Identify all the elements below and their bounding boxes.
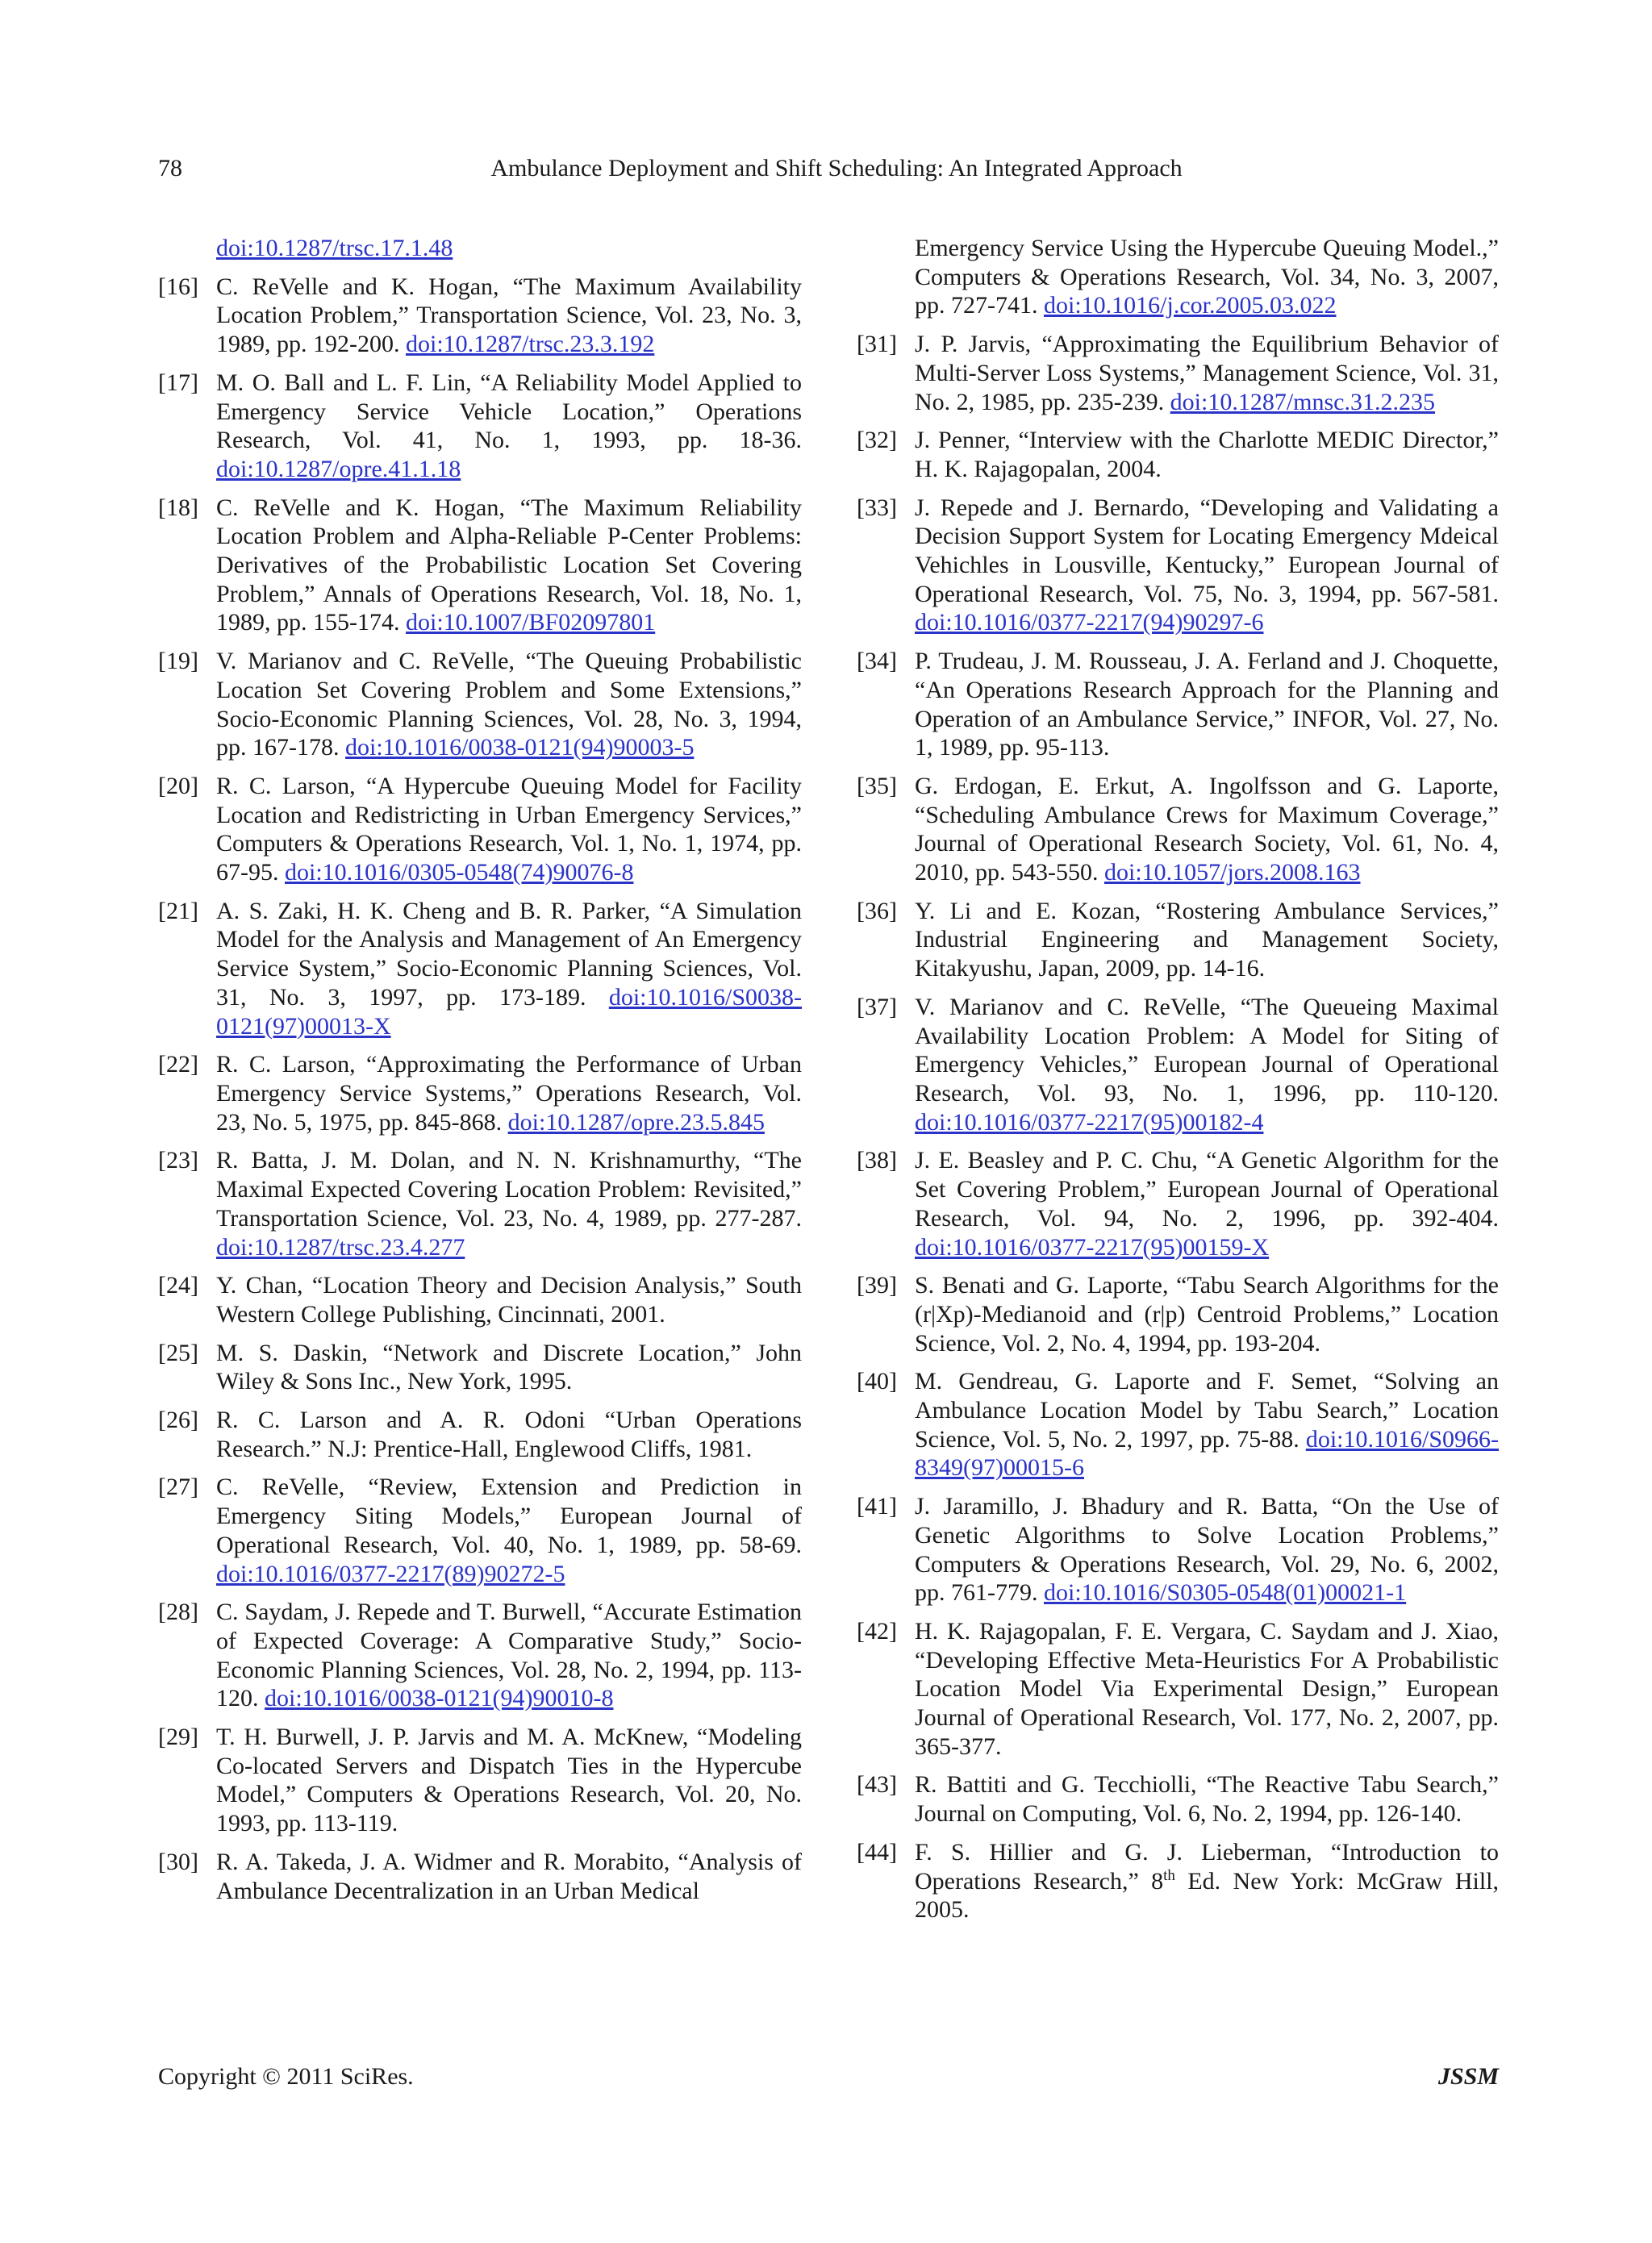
reference-text: P. Trudeau, J. M. Rousseau, J. A. Ferland and J. Choquette, “An Operations Research Approach for the Planning and Operation of an Ambulance Service,” INFOR, Vol. 27, No. 1, 1989, pp. 95-113.	[915, 648, 1499, 761]
reference-text: Emergency Service Using the Hypercube Queuing Model.,” Computers & Operations Research, Vol. 34, No. 3, 2007, pp. 727-741.	[915, 235, 1499, 319]
reference-text: F. S. Hillier and G. J. Lieberman, “Introduction to Operations Research,” 8	[915, 1838, 1499, 1895]
reference-item	[158, 1406, 802, 1463]
reference-number: [17]	[158, 369, 198, 396]
reference-number: [16]	[158, 273, 198, 300]
doi-link[interactable]: doi:10.1016/0377-2217(89)90272-5	[216, 1560, 565, 1587]
reference-item	[857, 330, 1499, 416]
reference-number: [44]	[857, 1838, 897, 1866]
running-title: Ambulance Deployment and Shift Scheduling: An Integrated Approach	[490, 155, 1183, 181]
reference-item	[158, 1598, 802, 1713]
reference-text: M. O. Ball and L. F. Lin, “A Reliability Model Applied to Emergency Service Vehicle Location,” Operations Research, Vol. 41, No. 1, 1993, pp. 18-36.	[216, 369, 802, 454]
doi-link[interactable]: doi:10.1287/opre.41.1.18	[216, 455, 461, 482]
reference-number: [22]	[158, 1051, 198, 1078]
reference-text: H. K. Rajagopalan, F. E. Vergara, C. Saydam and J. Xiao, “Developing Effective Meta-Heuristics For A Probabilistic Location Model Via Experimental Design,” European Journal of Operational Research, Vol. 177, No. 2, 2007, pp. 365-377.	[915, 1617, 1499, 1760]
reference-item	[857, 772, 1499, 887]
reference-continuation	[158, 234, 802, 263]
reference-text: V. Marianov and C. ReVelle, “The Queuing Probabilistic Location Set Covering Problem and Some Extensions,” Socio-Economic Planning Sciences, Vol. 28, No. 3, 1994, pp. 167-178.	[216, 648, 802, 761]
reference-number: [36]	[857, 897, 897, 924]
doi-link[interactable]: doi:10.1287/trsc.23.4.277	[216, 1233, 465, 1261]
copyright-notice: Copyright © 2011 SciRes.	[158, 2063, 414, 2090]
doi-link[interactable]: doi:10.1016/0377-2217(95)00159-X	[915, 1233, 1270, 1261]
doi-link[interactable]: doi:10.1016/S0966-8349(97)00015-6	[915, 1425, 1500, 1482]
reference-number: [31]	[857, 331, 897, 358]
doi-link[interactable]: doi:10.1016/j.cor.2005.03.022	[1044, 292, 1337, 319]
references-left-column	[158, 234, 802, 1915]
reference-text: Y. Chan, “Location Theory and Decision Analysis,” South Western College Publishing, Cincinnati, 2001.	[216, 1272, 802, 1328]
reference-text: R. Batta, J. M. Dolan, and N. N. Krishnamurthy, “The Maximal Expected Covering Location Problem: Revisited,” Transportation Science, Vol. 23, No. 4, 1989, pp. 277-287.	[216, 1147, 802, 1232]
reference-item	[158, 1271, 802, 1328]
reference-item	[158, 1050, 802, 1136]
reference-item	[857, 1770, 1499, 1828]
reference-text: T. H. Burwell, J. P. Jarvis and M. A. McKnew, “Modeling Co-located Servers and Dispatch Ties in the Hypercube Model,” Computers & Operations Research, Vol. 20, No. 1993, pp. 113-119.	[216, 1724, 802, 1837]
reference-number: [33]	[857, 494, 897, 521]
reference-number: [26]	[158, 1407, 198, 1434]
reference-text: J. Penner, “Interview with the Charlotte MEDIC Director,” H. K. Rajagopalan, 2004.	[915, 427, 1499, 482]
reference-number: [35]	[857, 772, 897, 799]
reference-text: J. Jaramillo, J. Bhadury and R. Batta, “On the Use of Genetic Algorithms to Solve Location Problems,” Computers & Operations Research, Vol. 29, No. 6, 2002, pp. 761-779.	[915, 1493, 1499, 1607]
reference-text: R. A. Takeda, J. A. Widmer and R. Morabito, “Analysis of Ambulance Decentralization in an Urban Medical	[216, 1848, 802, 1904]
reference-item	[158, 1146, 802, 1261]
reference-item	[857, 1146, 1499, 1261]
page-header	[158, 155, 1499, 190]
reference-item	[158, 897, 802, 1041]
reference-number: [42]	[857, 1617, 897, 1645]
reference-list-left	[158, 273, 802, 1906]
reference-item	[857, 897, 1499, 983]
reference-item	[857, 494, 1499, 638]
reference-text: R. C. Larson and A. R. Odoni “Urban Operations Research.” N.J: Prentice-Hall, Englewood Cliffs, 1981.	[216, 1407, 802, 1462]
doi-link[interactable]: doi:10.1016/0377-2217(94)90297-6	[915, 609, 1264, 636]
reference-item	[158, 369, 802, 484]
superscript: th	[1163, 1866, 1175, 1884]
reference-text: C. Saydam, J. Repede and T. Burwell, “Accurate Estimation of Expected Coverage: A Comparative Study,” Socio-Economic Planning Sciences, Vol. 28, No. 2, 1994, pp. 113-120.	[216, 1599, 802, 1712]
reference-number: [19]	[158, 648, 198, 675]
reference-item	[158, 647, 802, 762]
doi-link[interactable]: doi:10.1057/jors.2008.163	[1104, 859, 1361, 886]
doi-link[interactable]: doi:10.1007/BF02097801	[406, 609, 656, 636]
reference-number: [32]	[857, 427, 897, 454]
doi-link[interactable]: doi:10.1287/trsc.23.3.192	[406, 331, 655, 358]
doi-link[interactable]: doi:10.1287/mnsc.31.2.235	[1170, 388, 1435, 415]
references-right-column	[857, 234, 1499, 1934]
doi-link[interactable]: doi:10.1287/trsc.17.1.48	[216, 235, 453, 261]
doi-link[interactable]: doi:10.1016/0038-0121(94)90003-5	[345, 734, 695, 761]
reference-text: Y. Li and E. Kozan, “Rostering Ambulance Services,” Industrial Engineering and Management Society, Kitakyushu, Japan, 2009, pp. 14-16.	[915, 897, 1499, 982]
reference-text: R. C. Larson, “Approximating the Performance of Urban Emergency Service Systems,” Operations Research, Vol. 23, No. 5, 1975, pp. 845-868.	[216, 1051, 802, 1136]
reference-number: [24]	[158, 1272, 198, 1299]
reference-number: [39]	[857, 1272, 897, 1299]
doi-link[interactable]: doi:10.1016/0377-2217(95)00182-4	[915, 1108, 1264, 1136]
reference-item	[158, 1848, 802, 1905]
doi-link[interactable]: doi:10.1016/0305-0548(74)90076-8	[285, 859, 634, 886]
reference-text-tail: Ed. New York: McGraw Hill, 2005.	[915, 1867, 1499, 1924]
reference-item	[158, 494, 802, 638]
reference-text: G. Erdogan, E. Erkut, A. Ingolfsson and G. Laporte, “Scheduling Ambulance Crews for Maximum Coverage,” Journal of Operational Research Society, Vol. 61, No. 4, 2010, pp. 543-550.	[915, 772, 1499, 886]
reference-item	[857, 1492, 1499, 1607]
reference-text: J. Repede and J. Bernardo, “Developing and Validating a Decision Support System for Locating Emergency Mdeical Vehichles in Lousville, Kentucky,” European Journal of Operational Research, Vol. 75, No. 3, 1994, pp. 567-581.	[915, 494, 1499, 607]
reference-text: A. S. Zaki, H. K. Cheng and B. R. Parker, “A Simulation Model for the Analysis and Management of An Emergency Service System,” Socio-Economic Planning Sciences, Vol. 31, No. 3, 1997, pp. 173-189.	[216, 897, 802, 1011]
reference-text: J. P. Jarvis, “Approximating the Equilibrium Behavior of Multi-Server Loss Systems,” Management Science, Vol. 31, No. 2, 1985, pp. 235-239.	[915, 331, 1499, 415]
reference-number: [34]	[857, 648, 897, 675]
reference-number: [29]	[158, 1724, 198, 1751]
doi-link[interactable]: doi:10.1016/S0038-0121(97)00013-X	[216, 983, 802, 1040]
reference-continuation	[857, 234, 1499, 320]
reference-item	[857, 647, 1499, 762]
reference-text: M. Gendreau, G. Laporte and F. Semet, “Solving an Ambulance Location Model by Tabu Search,” Location Science, Vol. 5, No. 2, 1997, pp. 75-88.	[915, 1368, 1499, 1453]
reference-text: M. S. Daskin, “Network and Discrete Location,” John Wiley & Sons Inc., New York, 1995.	[216, 1339, 802, 1395]
reference-number: [38]	[857, 1147, 897, 1174]
reference-item	[158, 1339, 802, 1396]
reference-text: R. C. Larson, “A Hypercube Queuing Model for Facility Location and Redistricting in Urban Emergency Services,” Computers & Operations Research, Vol. 1, No. 1, 1974, pp. 67-95.	[216, 772, 802, 886]
page-number: 78	[158, 155, 182, 181]
reference-text: C. ReVelle and K. Hogan, “The Maximum Availability Location Problem,” Transportation Science, Vol. 23, No. 3, 1989, pp. 192-200.	[216, 273, 802, 358]
reference-number: [27]	[158, 1474, 198, 1501]
journal-abbreviation: JSSM	[1437, 2063, 1499, 2090]
reference-number: [25]	[158, 1339, 198, 1366]
reference-number: [23]	[158, 1147, 198, 1174]
reference-number: [30]	[158, 1848, 198, 1875]
reference-text: V. Marianov and C. ReVelle, “The Queueing Maximal Availability Location Problem: A Model for Siting of Emergency Vehicles,” European Journal of Operational Research, Vol. 93, No. 1, 1996, pp. 110-120.	[915, 993, 1499, 1107]
reference-number: [21]	[158, 897, 198, 924]
reference-item	[857, 1617, 1499, 1761]
reference-number: [37]	[857, 993, 897, 1020]
reference-item	[857, 1271, 1499, 1357]
reference-item	[158, 772, 802, 887]
doi-link[interactable]: doi:10.1016/S0305-0548(01)00021-1	[1044, 1579, 1407, 1607]
reference-item	[857, 1367, 1499, 1482]
doi-link[interactable]: doi:10.1016/0038-0121(94)90010-8	[265, 1685, 614, 1712]
reference-item	[857, 426, 1499, 483]
reference-text: R. Battiti and G. Tecchiolli, “The Reactive Tabu Search,” Journal on Computing, Vol. 6, No. 2, 1994, pp. 126-140.	[915, 1771, 1499, 1828]
reference-number: [43]	[857, 1771, 897, 1799]
reference-number: [18]	[158, 494, 198, 521]
reference-list-right	[857, 330, 1499, 1828]
reference-item	[158, 1723, 802, 1838]
reference-text: C. ReVelle and K. Hogan, “The Maximum Reliability Location Problem and Alpha-Reliable P-Center Problems: Derivatives of the Probabilistic Location Set Covering Problem,” Annals of Operations Research, Vol. 18, No. 1, 1989, pp. 155-174.	[216, 494, 802, 636]
reference-item	[857, 1838, 1499, 1924]
reference-number: [41]	[857, 1493, 897, 1520]
reference-number: [40]	[857, 1368, 897, 1395]
reference-text: J. E. Beasley and P. C. Chu, “A Genetic Algorithm for the Set Covering Problem,” European Journal of Operational Research, Vol. 94, No. 2, 1996, pp. 392-404.	[915, 1147, 1499, 1232]
reference-number: [20]	[158, 772, 198, 799]
doi-link[interactable]: doi:10.1287/opre.23.5.845	[507, 1108, 765, 1136]
reference-item	[158, 273, 802, 359]
reference-number: [28]	[158, 1599, 198, 1626]
reference-text: S. Benati and G. Laporte, “Tabu Search Algorithms for the (r|Xp)-Medianoid and (r|p) Centroid Problems,” Location Science, Vol. 2, No. 4, 1994, pp. 193-204.	[915, 1272, 1499, 1357]
reference-item	[158, 1473, 802, 1588]
reference-text: C. ReVelle, “Review, Extension and Prediction in Emergency Siting Models,” European Journal of Operational Research, Vol. 40, No. 1, 1989, pp. 58-69.	[216, 1474, 802, 1558]
reference-item	[857, 993, 1499, 1137]
